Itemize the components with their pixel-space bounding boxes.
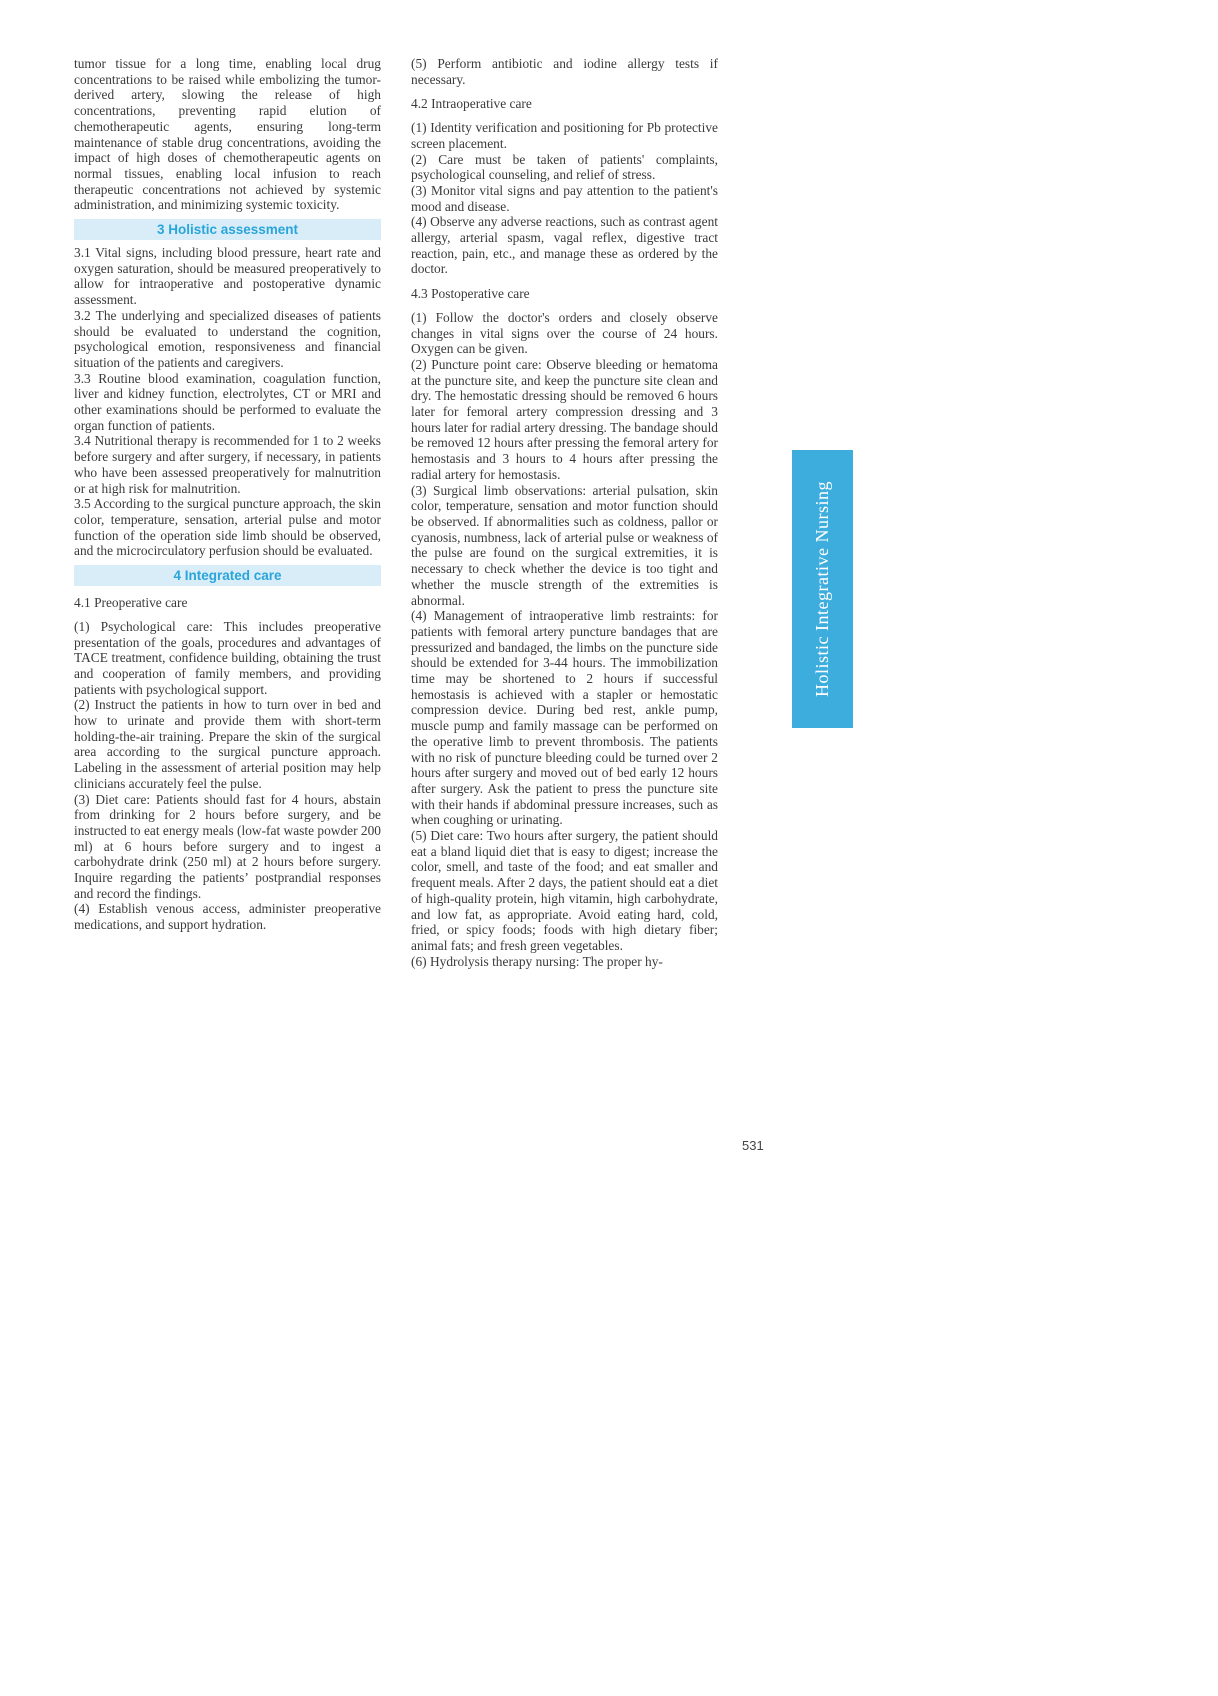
journal-sidebar-tab — [792, 450, 853, 728]
paragraph-4-3-item-2: (2) Puncture point care: Observe bleeding or hematoma at the puncture site, and keep the puncture site clean and dry. The hemostatic dressing should be removed 6 hours later for femoral artery compression dressing and 3 hours later for radial artery dressing. The bandage should be removed 12 hours after pressing the femoral artery for hemostasis and 3 hours to 4 hours after pressing the radial artery for hemostasis. — [411, 356, 718, 482]
paragraph-4-3-item-4: (4) Management of intraoperative limb restraints: for patients with femoral artery puncture bandages that are pressurized and bandaged, the limbs on the puncture side should be extended for 3-44 hours. The immobilization time may be shortened to 2 hours if successful hemostasis is achieved with a stapler or hemostatic compression device. During bed rest, ankle pump, muscle pump and family massage can be performed on the operative limb to prevent thrombosis. The patients with no risk of puncture bleeding could be turned over 2 hours after surgery and moved out of bed early 12 hours after surgery. Ask the patient to press the puncture site with their hands if abdominal pressure increases, such as when coughing or urinating. — [411, 608, 718, 828]
left-column — [74, 56, 381, 969]
subheading-4-2-intraoperative-care: 4.2 Intraoperative care — [411, 96, 532, 112]
subheading-4-3-postoperative-care: 4.3 Postoperative care — [411, 286, 530, 302]
paragraph-4-1-item-3: (3) Diet care: Patients should fast for 4 hours, abstain from drinking for 2 hours before surgery, and be instructed to eat energy meals (low-fat waste powder 200 ml) at 6 hours before surgery and to ingest a carbohydrate drink (250 ml) at 2 hours before surgery. Inquire regarding the patients’ postprandial responses and record the findings. — [74, 791, 381, 901]
paragraph-4-2-item-3: (3) Monitor vital signs and pay attention to the patient's mood and disease. — [411, 182, 718, 214]
paragraph-4-1-item-5: (5) Perform antibiotic and iodine allergy tests if necessary. — [411, 56, 718, 87]
right-column — [411, 56, 718, 969]
paragraph-4-2-item-2: (2) Care must be taken of patients' complaints, psychological counseling, and relief of stress. — [411, 151, 718, 183]
paragraph-4-2-item-1: (1) Identity verification and positioning for Pb protective screen placement. — [411, 120, 718, 151]
paragraph-4-1-item-4: (4) Establish venous access, administer preoperative medications, and support hydration. — [74, 901, 381, 933]
paragraph-4-2-item-4: (4) Observe any adverse reactions, such as contrast agent allergy, arterial spasm, vagal reflex, digestive tract reaction, pain, etc., and manage these as ordered by the doctor. — [411, 214, 718, 277]
paragraph-4-3-item-5: (5) Diet care: Two hours after surgery, the patient should eat a bland liquid diet that is easy to digest; increase the color, smell, and taste of the food; and eat smaller and frequent meals. After 2 days, the patient should eat a diet of high-quality protein, high vitamin, high carbohydrate, and low fat, as appropriate. Avoid eating hard, cold, fried, or spicy foods; foods with high dietary fiber; animal fats; and fresh green vegetables. — [411, 828, 718, 953]
article-text-block — [74, 56, 718, 969]
paragraph-4-3-item-3: (3) Surgical limb observations: arterial pulsation, skin color, temperature, sensation and motor function should be observed. If abnormalities such as coldness, pallor or cyanosis, numbness, lack of arterial pulse or weakness of the pulse are found on the surgical extremities, it is necessary to check whether the device is too tight and whether the muscle strength of the extremities is abnormal. — [411, 482, 718, 608]
paragraph-3-4: 3.4 Nutritional therapy is recommended for 1 to 2 weeks before surgery and after surgery, if necessary, in patients who have been assessed preoperatively for malnutrition or at high risk for malnutrition. — [74, 433, 381, 496]
section-heading-holistic-assessment: 3 Holistic assessment — [74, 219, 381, 240]
paragraph-4-3-item-6: (6) Hydrolysis therapy nursing: The proper hy- — [411, 953, 663, 969]
paragraph-3-5: 3.5 According to the surgical puncture approach, the skin color, temperature, sensation, arterial pulse and motor function of the operation side limb should be observed, and the microcirculatory perfusion should be evaluated. — [74, 496, 381, 559]
paragraph-4-1-item-2: (2) Instruct the patients in how to turn over in bed and how to urinate and provide them with short-term holding-the-air training. Prepare the skin of the surgical area according to the surgical puncture approach. Labeling in the assessment of arterial position may help clinicians accurately feel the pulse. — [74, 697, 381, 791]
subheading-4-1-preoperative-care: 4.1 Preoperative care — [74, 595, 188, 611]
section-heading-integrated-care: 4 Integrated care — [74, 565, 381, 586]
paragraph-3-2: 3.2 The underlying and specialized diseases of patients should be evaluated to understand the cognition, psychological emotion, responsiveness and financial situation of the patients and caregivers. — [74, 307, 381, 370]
paragraph-4-1-item-1: (1) Psychological care: This includes preoperative presentation of the goals, procedures and advantages of TACE treatment, confidence building, obtaining the trust and cooperation of family members, and providing patients with psychological support. — [74, 618, 381, 697]
paragraph-intro-continued: tumor tissue for a long time, enabling local drug concentrations to be raised while embolizing the tumor-derived artery, slowing the release of high concentrations, preventing rapid elution of chemotherapeutic agents, ensuring long-term maintenance of stable drug concentrations, avoiding the impact of high doses of chemotherapeutic agents on normal tissues, enabling local infusion to reach therapeutic concentrations not achieved by systemic administration, and minimizing systemic toxicity. — [74, 56, 381, 213]
paragraph-3-3: 3.3 Routine blood examination, coagulation function, liver and kidney function, electrolytes, CT or MRI and other examinations should be performed to evaluate the organ function of patients. — [74, 370, 381, 433]
page-number: 531 — [742, 1138, 764, 1153]
paragraph-3-1: 3.1 Vital signs, including blood pressure, heart rate and oxygen saturation, should be measured preoperatively to allow for intraoperative and postoperative dynamic assessment. — [74, 245, 381, 308]
journal-sidebar-tab-label: Holistic Integrative Nursing — [812, 481, 832, 697]
paragraph-4-3-item-1: (1) Follow the doctor's orders and closely observe changes in vital signs over the course of 24 hours. Oxygen can be given. — [411, 309, 718, 357]
